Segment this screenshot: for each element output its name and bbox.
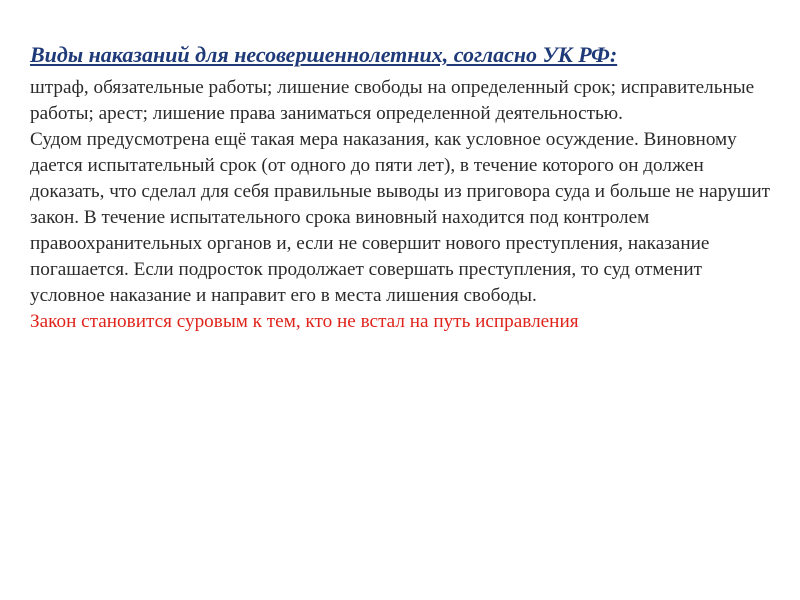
- slide-content: [30, 41, 775, 335]
- probation-text: Судом предусмотрена ещё такая мера наказания, как условное осуждение. Виновному дается испытательный срок (от одного до пяти лет), в течение которого он должен доказать, что сделал для себя правильные выводы из приговора суда и больше не нарушит закон. В течение испытательного срока виновный находится под контролем правоохранительных органов и, если не совершит нового преступления, наказание погашается. Если подросток продолжает совершать преступления, то суд отменит условное наказание и направит его в места лишения свободы.: [30, 129, 771, 306]
- conclusion-text: Закон становится суровым к тем, кто не встал на путь исправления: [30, 311, 579, 332]
- punishment-types-text: штраф, обязательные работы; лишение свободы на определенный срок; исправительные работы; арест; лишение права заниматься определенной деятельностью.: [30, 77, 755, 124]
- slide-title: Виды наказаний для несовершеннолетних, согласно УК РФ:: [30, 42, 618, 67]
